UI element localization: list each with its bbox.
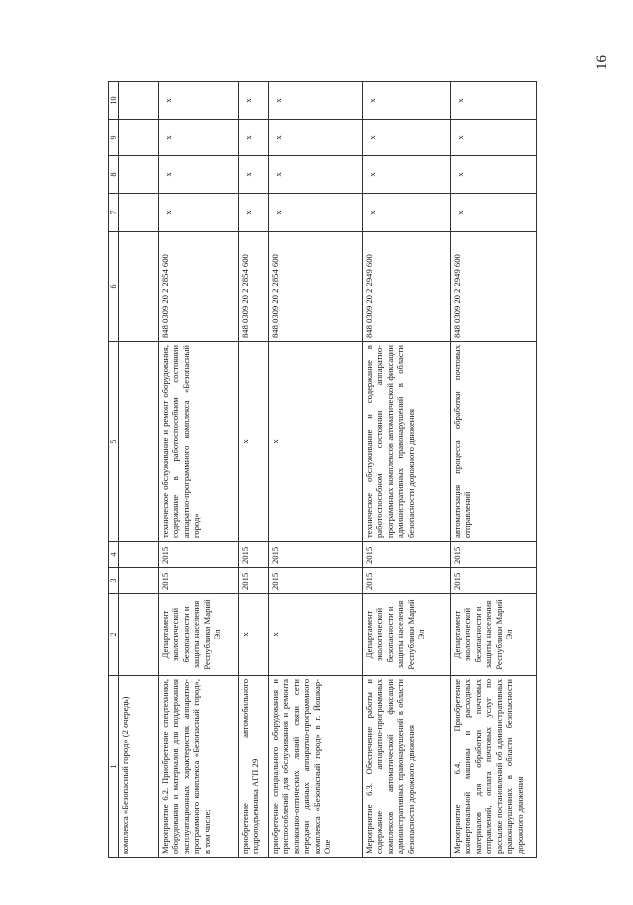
table-cell: x [269,194,363,232]
table-cell: Департамент экологической безопасности и защиты населения Республики Марий Эл [159,594,239,676]
table-cell: 2015 [269,542,363,568]
table-cell [119,120,159,156]
table-cell: Департамент экологической безопасности и защиты населения Республики Марий Эл [363,594,451,676]
table-cell: Мероприятие 6.2. Приобретение спецтехники, оборудования и материалов для поддержания эксплуатационных характеристик аппаратно-программного комплекса «Безопасный город», в том числе: [159,676,239,858]
table-cell: 2015 [239,568,269,594]
column-header: 8 [109,156,119,194]
table-cell: Мероприятие 6.3. Обеспечение работы и содержание аппаратно-программных комплексов автоматической фиксации административных правонарушений в области безопасности дорожного движения [363,676,451,858]
table-cell: 2015 [451,542,537,568]
table-cell: x [451,82,537,120]
table-cell: 2015 [159,568,239,594]
table-cell: техническое обслуживание и ремонт оборудования, содержание в работоспособном состоянии аппаратно-программного комплекса «Безопасный город» [159,342,239,542]
table-cell: x [159,194,239,232]
table-cell: x [363,82,451,120]
table-cell: 848 0309 20 2 2854 600 [159,232,239,342]
table-cell: x [451,120,537,156]
measures-table [108,81,537,858]
table-row [451,82,537,858]
table-cell: x [269,594,363,676]
table-cell: x [269,82,363,120]
table-cell: x [269,342,363,542]
table-cell: 2015 [451,568,537,594]
table-cell [119,82,159,120]
table-cell: x [159,82,239,120]
page-number: 16 [594,55,610,70]
table-cell: приобретение автомобильного гидроподъемника АГП 29 [239,676,269,858]
column-header: 10 [109,82,119,120]
table-cell [119,156,159,194]
column-header: 5 [109,342,119,542]
table-cell [119,232,159,342]
table-cell [119,194,159,232]
column-header: 3 [109,568,119,594]
table-cell [119,342,159,542]
table-cell: Мероприятие 6.4. Приобретение конвертовальной машины и расходных материалов для обработки почтовых отправлений, оплата почтовых услуг по рассылке постановлений об административных правонарушениях в области безопасности дорожного движения [451,676,537,858]
column-header: 4 [109,542,119,568]
table-cell [119,542,159,568]
table-cell: 848 0309 20 2 2949 600 [363,232,451,342]
column-header: 7 [109,194,119,232]
table-cell: 2015 [363,568,451,594]
table-cell: 2015 [159,542,239,568]
table-cell: 2015 [363,542,451,568]
table-cell: x [239,194,269,232]
table-cell: 848 0309 20 2 2854 600 [269,232,363,342]
table-cell: x [451,194,537,232]
table-cell: x [159,120,239,156]
table-row [363,82,451,858]
column-header: 6 [109,232,119,342]
table-cell: x [363,156,451,194]
table-row [119,82,159,858]
table-cell [119,594,159,676]
table-cell: x [239,594,269,676]
table-cell: Департамент экологической безопасности и защиты населения Республики Марий Эл [451,594,537,676]
table-cell: x [239,342,269,542]
table-cell: x [239,120,269,156]
table-cell: x [451,156,537,194]
table-cell: техническое обслуживание и содержание в работоспособном состоянии аппаратно-программных комплексов автоматической фиксации административных правонарушений в области безопасности дорожного движения [363,342,451,542]
table-cell: 2015 [269,568,363,594]
table-row [269,82,363,858]
table-cell: 2015 [239,542,269,568]
table-cell: приобретение специального оборудования и приспособлений для обслуживания и ремонта волоконно-оптических линий связи сети передачи данных аппаратно-программного комплекса «Безопасный город» в г. Йошкар-Оле [269,676,363,858]
table-cell: x [159,156,239,194]
table-cell [119,568,159,594]
table-row [159,82,239,858]
rotated-table-wrapper [108,82,526,858]
table-row [239,82,269,858]
column-header: 9 [109,120,119,156]
table-cell: x [363,120,451,156]
table-cell: x [239,82,269,120]
table-cell: x [269,156,363,194]
table-cell: x [239,156,269,194]
table-cell: 848 0309 20 2 2854 600 [239,232,269,342]
column-header: 2 [109,594,119,676]
header-row [109,82,119,858]
table-cell: 848 0309 20 2 2949 600 [451,232,537,342]
table-cell: x [269,120,363,156]
table-cell: комплекса «Безопасный город» (2 очередь) [119,676,159,858]
table-cell: x [363,194,451,232]
column-header: 1 [109,676,119,858]
table-cell: автоматизация процесса обработки почтовых отправлений [451,342,537,542]
